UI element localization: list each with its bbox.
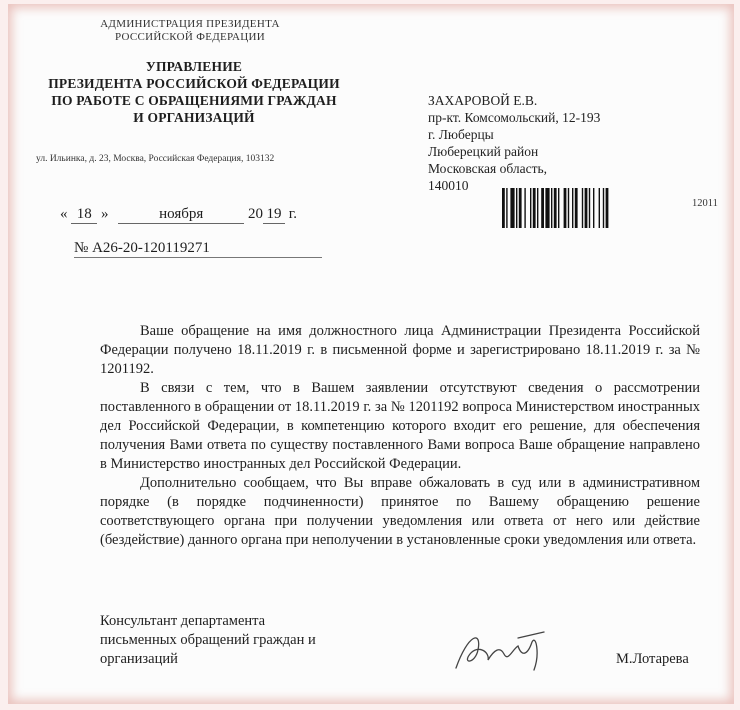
recipient-district: Люберецкий район <box>428 144 539 159</box>
signatory-title-line-3: организаций <box>100 651 178 667</box>
letter-body <box>100 322 700 550</box>
dept-line-1: УПРАВЛЕНИЕ <box>145 59 243 74</box>
date-close-quote: » <box>101 206 109 222</box>
barcode <box>502 188 686 228</box>
paragraph-3: Дополнительно сообщаем, что Вы вправе обжаловать в суд или в административном порядке (в порядке подчиненности) принятое по Вашему обращению решение соответствующего органа при получении уведомления или ответа от него или действие (бездействие) данного органа при неполучении в установленные сроки уведомления или ответа. <box>100 475 700 548</box>
admin-line-1: АДМИНИСТРАЦИЯ ПРЕЗИДЕНТА <box>100 18 280 30</box>
date-year-mark: г. <box>288 206 297 222</box>
date-month: ноября <box>118 206 244 224</box>
date-year-suffix: 19 <box>263 206 285 224</box>
paragraph-1: Ваше обращение на имя должностного лица Администрации Президента Российской Федерации получено 18.11.2019 г. в письменной форме и зарегистрировано 18.11.2019 г. за № 1201192. <box>100 323 700 377</box>
department-header <box>44 58 344 126</box>
department-address: ул. Ильинка, д. 23, Москва, Российская Федерация, 103132 <box>36 154 275 164</box>
letter-date <box>60 206 297 224</box>
dept-line-2: ПРЕЗИДЕНТА РОССИЙСКОЙ ФЕДЕРАЦИИ <box>48 76 340 91</box>
number-sign: № <box>74 240 89 256</box>
date-day: 18 <box>71 206 97 224</box>
number-value: А26-20-120119271 <box>92 240 210 256</box>
admin-line-2: РОССИЙСКОЙ ФЕДЕРАЦИИ <box>114 31 266 43</box>
administration-header <box>100 18 280 44</box>
signatory-title <box>100 612 400 669</box>
date-year-prefix: 20 <box>248 206 263 222</box>
signatory-title-line-1: Консультант департамента <box>100 613 266 629</box>
reference-number <box>74 240 322 258</box>
handwritten-signature <box>448 624 568 676</box>
letter-page <box>8 4 734 704</box>
signatory-name: М.Лотарева <box>616 651 689 667</box>
recipient-name: ЗАХАРОВОЙ Е.В. <box>428 93 538 108</box>
recipient-city: г. Люберцы <box>428 127 494 142</box>
paragraph-2: В связи с тем, что в Вашем заявлении отсутствуют сведения о рассмотрении поставленного в обращении от 18.11.2019 г. за № 1201192 вопроса Министерством иностранных дел Российской Федерации, в компетенцию которого входит его решение, для обеспечения получения Вами ответа по существу поставленного Вами вопроса Ваше обращение направлено в Министерство иностранных дел Российской Федерации. <box>100 380 700 472</box>
barcode-number: 12011 <box>692 198 718 209</box>
recipient-street: пр-кт. Комсомольский, 12-193 <box>428 110 601 125</box>
recipient-region: Московская область, <box>428 161 548 176</box>
dept-line-4: И ОРГАНИЗАЦИЙ <box>133 110 255 125</box>
date-open-quote: « <box>60 206 68 222</box>
recipient-block <box>428 92 668 194</box>
signatory-title-line-2: письменных обращений граждан и <box>100 632 316 648</box>
recipient-postcode: 140010 <box>428 178 469 193</box>
dept-line-3: ПО РАБОТЕ С ОБРАЩЕНИЯМИ ГРАЖДАН <box>51 93 337 108</box>
